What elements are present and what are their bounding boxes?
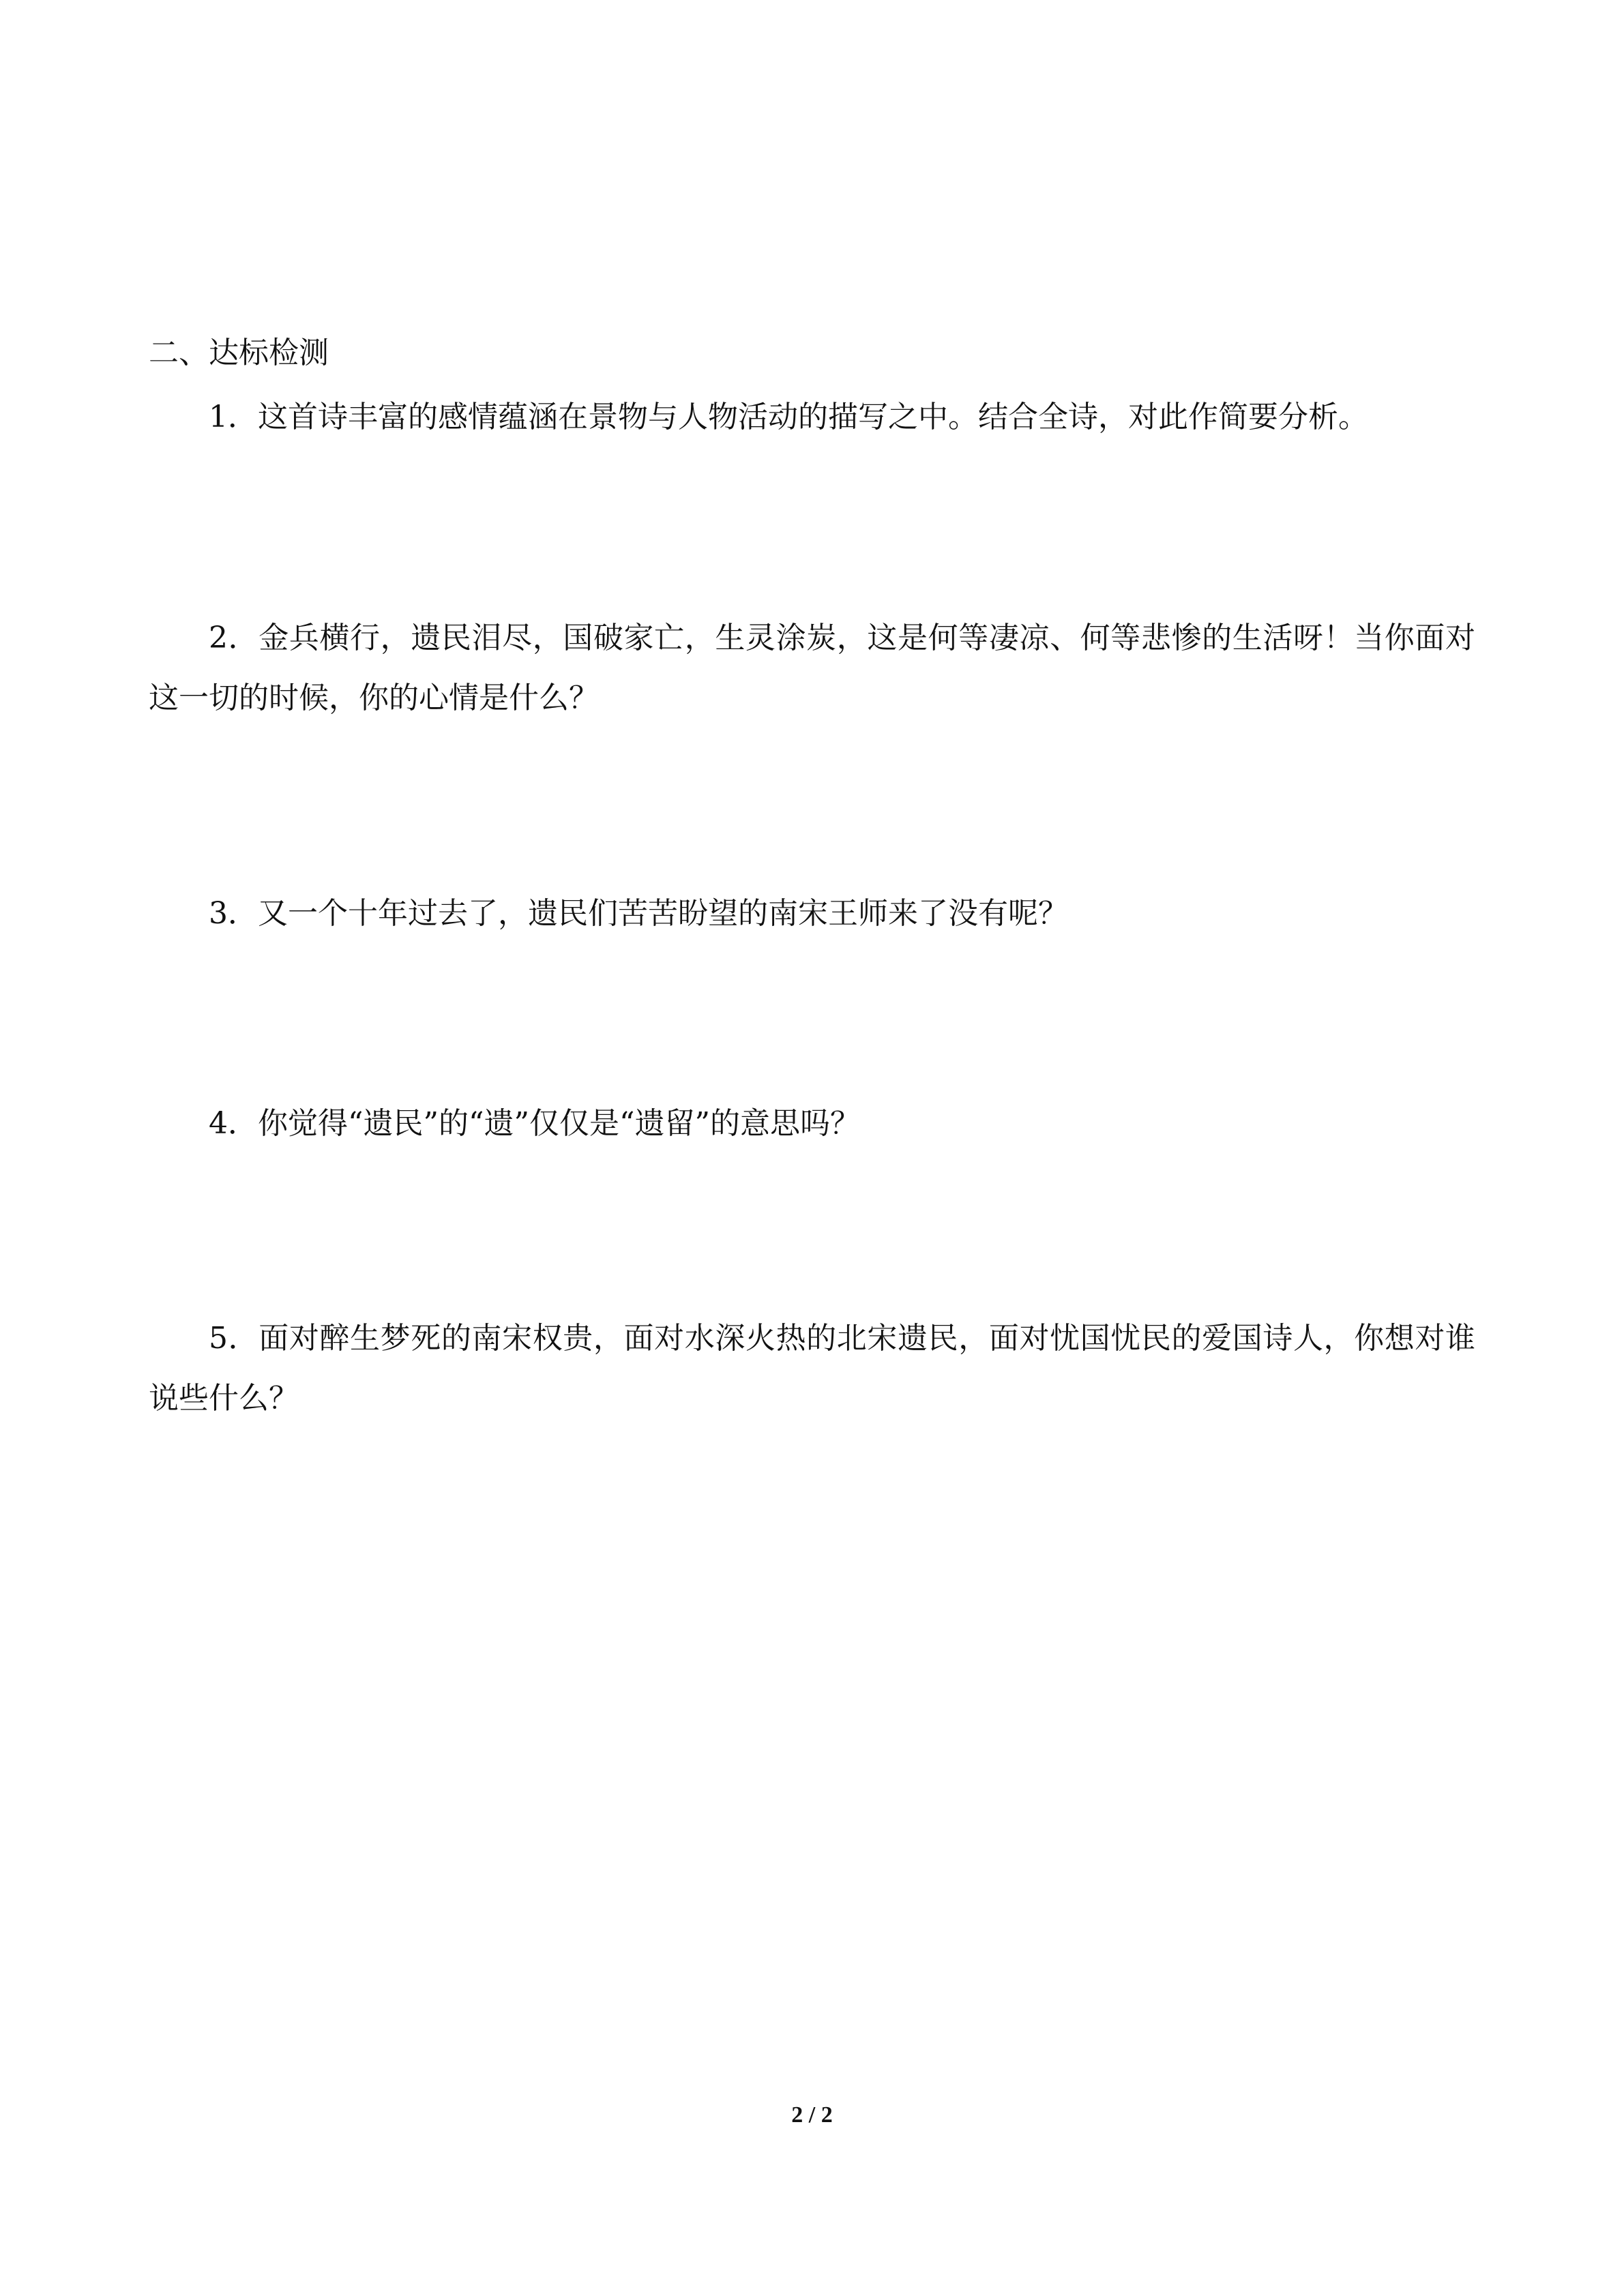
- question-3: 3．又一个十年过去了，遗民们苦苦盼望的南宋王师来了没有呢？: [209, 896, 1068, 931]
- section-heading: 二、达标检测: [149, 336, 329, 370]
- page-number: 2 / 2: [791, 2102, 833, 2128]
- exercise-section: [149, 333, 1475, 1429]
- question-4: 4．你觉得“遗民”的“遗”仅仅是“遗留”的意思吗？: [209, 1106, 860, 1141]
- question-2: 2．金兵横行，遗民泪尽，国破家亡，生灵涂炭，这是何等凄凉、何等悲惨的生活呀！当你面对这一切的时候，你的心情是什么？: [149, 621, 1475, 715]
- question-1: 1．这首诗丰富的感情蕴涵在景物与人物活动的描写之中。结合全诗，对此作简要分析。: [209, 400, 1368, 434]
- question-5: 5．面对醉生梦死的南宋权贵，面对水深火热的北宋遗民，面对忧国忧民的爱国诗人，你想对谁说些什么？: [149, 1321, 1475, 1416]
